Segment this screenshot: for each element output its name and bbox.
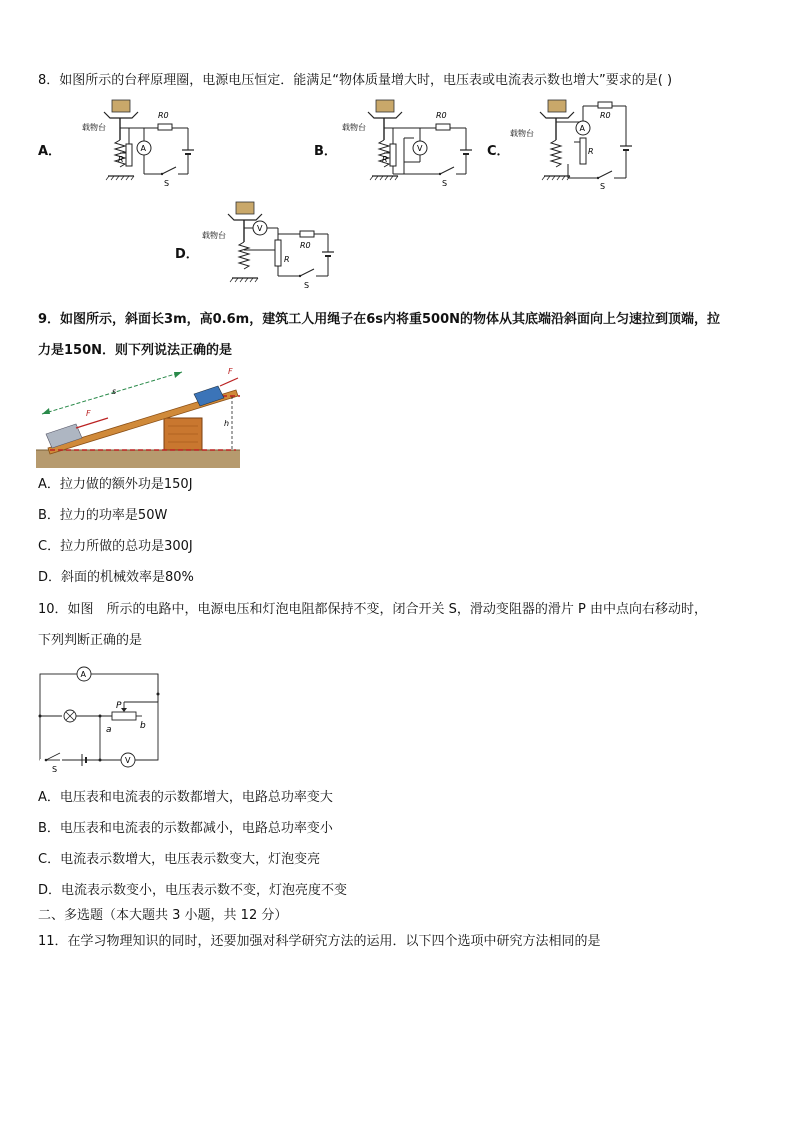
q10-option-d: D．电流表示数变小，电压表示数不变，灯泡亮度不变 [38, 883, 348, 898]
svg-text:F: F [86, 409, 91, 418]
svg-text:S: S [442, 179, 448, 188]
q10-option-a: A．电压表和电流表的示数都增大，电路总功率变大 [38, 790, 333, 805]
q8-option-b-label: B． [314, 144, 337, 159]
q10-option-c: C．电流表示数增大，电压表示数变大，灯泡变亮 [38, 852, 321, 867]
rheostat-r [126, 144, 132, 166]
svg-text:A: A [140, 144, 146, 153]
q10-option-b: B．电压表和电流表的示数都减小，电路总功率变小 [38, 821, 333, 836]
q8-option-a-diagram [82, 98, 202, 190]
q8-option-d-label: D． [175, 247, 199, 262]
q8-option-c-label: C． [487, 144, 510, 159]
spring-icon [551, 140, 561, 167]
q8-option-c-diagram [510, 98, 636, 190]
svg-text:S: S [304, 281, 310, 290]
svg-text:载物台: 载物台 [510, 129, 534, 138]
svg-text:R0: R0 [300, 241, 311, 250]
svg-text:A: A [80, 670, 86, 679]
svg-text:载物台: 载物台 [202, 231, 226, 240]
q11-stem: 11．在学习物理知识的同时，还要加强对科学研究方法的运用．以下四个选项中研究方法相同的是 [38, 934, 601, 949]
ground [36, 450, 240, 468]
q8-stem: 8．如图所示的台秤原理圈，电源电压恒定．能满足“物体质量增大时，电压表或电流表示数也增大”要求的是( ) [38, 73, 673, 88]
svg-text:R0: R0 [436, 111, 447, 120]
q8-option-a-label: A． [38, 144, 62, 159]
q9-option-c: C．拉力所做的总功是300J [38, 539, 193, 554]
q9-option-b: B．拉力的功率是50W [38, 508, 168, 523]
svg-text:V: V [417, 144, 423, 153]
svg-text:R: R [382, 155, 388, 164]
svg-text:R: R [284, 255, 290, 264]
svg-text:V: V [125, 756, 131, 765]
svg-text:S: S [52, 765, 58, 774]
svg-text:S: S [600, 182, 606, 190]
svg-text:F: F [228, 367, 233, 376]
spring-icon [239, 242, 249, 269]
switch-icon [300, 269, 314, 276]
q9-stem-line1: 9．如图所示，斜面长3m，高0.6m，建筑工人用绳子在6s内将重500N的物体从其底端沿斜面向上匀速拉到顶端，拉 [38, 312, 721, 327]
q10-circuit-figure [32, 664, 168, 776]
svg-text:R0: R0 [158, 111, 169, 120]
platform-tray [104, 112, 138, 118]
switch-icon [598, 171, 612, 178]
r-label: R [118, 155, 124, 164]
svg-text:R0: R0 [600, 111, 611, 120]
q10-stem-line1: 10．如图 所示的电路中，电源电压和灯泡电阻都保持不变，闭合开关 S，滑动变阻器的滑片 P 由中点向右移动时， [38, 602, 708, 617]
svg-text:R: R [588, 147, 594, 156]
svg-text:A: A [579, 124, 585, 133]
q9-option-d: D．斜面的机械效率是80% [38, 570, 194, 585]
svg-text:V: V [257, 224, 263, 233]
svg-text:h: h [224, 419, 230, 428]
section-heading: 二、多选题（本大题共 3 小题，共 12 分） [38, 908, 288, 923]
svg-text:S: S [164, 179, 170, 188]
q10-stem-line2: 下列判断正确的是 [38, 633, 143, 648]
q8-option-d-diagram [200, 200, 340, 292]
switch-icon [162, 167, 176, 174]
rheostat [112, 712, 136, 720]
svg-text:s: s [112, 387, 117, 396]
switch-icon [440, 167, 454, 174]
q8-option-b-diagram [340, 98, 480, 190]
weight-box [112, 100, 130, 112]
block-top [194, 386, 224, 406]
platform-label: 载物台 [82, 123, 106, 132]
q9-option-a: A．拉力做的额外功是150J [38, 477, 193, 492]
svg-text:P: P [116, 701, 122, 711]
svg-text:载物台: 载物台 [342, 123, 366, 132]
svg-text:a: a [106, 725, 112, 735]
resistor-r0 [158, 124, 172, 130]
q9-incline-figure [36, 364, 242, 470]
svg-text:b: b [140, 721, 146, 731]
q9-stem-line2: 力是150N．则下列说法正确的是 [38, 343, 233, 358]
switch-icon [46, 753, 60, 760]
